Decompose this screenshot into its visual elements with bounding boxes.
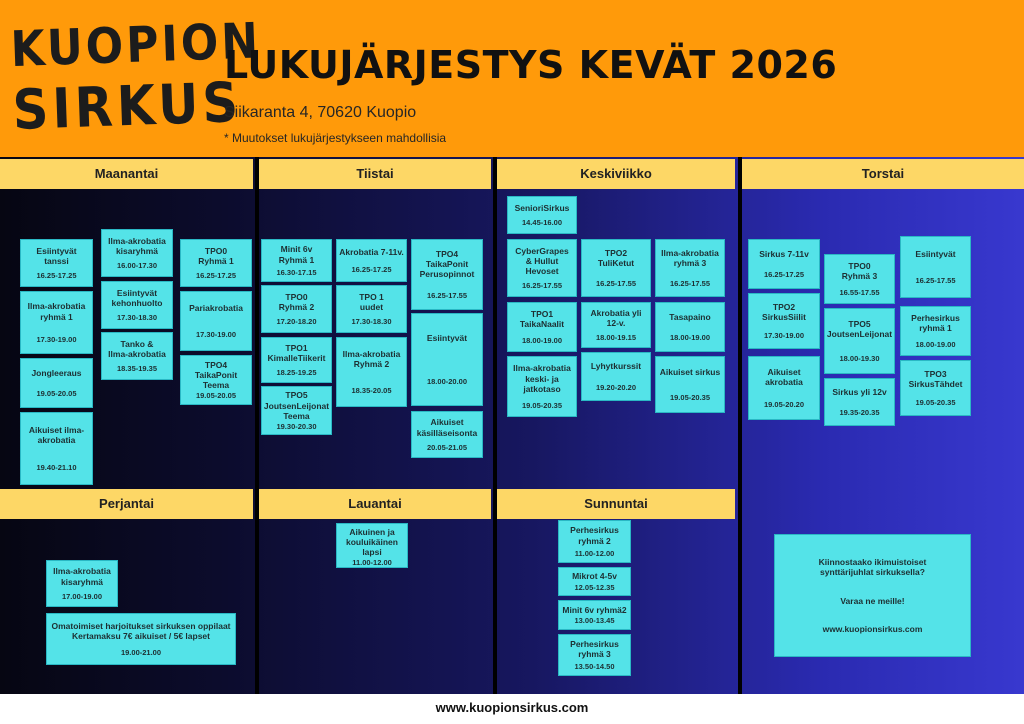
class-card [336,337,407,407]
class-time: 16.25-17.25 [36,271,77,281]
class-card [411,411,483,458]
class-card [336,523,408,568]
class-name: Minit 6v Ryhmä 1 [278,244,315,265]
class-time: 17.20-18.20 [276,317,317,327]
class-time: 18.00-19.30 [839,353,880,363]
class-name: Aikuiset ilma- akrobatia [28,424,85,446]
class-time: 19.05-20.20 [763,400,805,410]
class-card [824,308,895,374]
class-name: Esiintyvät kehonhuolto [111,287,163,308]
class-time: 16.25-17.55 [426,291,468,301]
class-card [558,567,631,596]
footer-website-link[interactable]: www.kuopionsirkus.com [435,700,589,715]
class-time: 16.55-17.55 [839,287,880,297]
class-name: Minit 6v ryhmä2 [562,604,627,615]
class-name: TPO0 Ryhmä 3 [841,261,878,282]
class-time: 16.25-17.55 [595,278,637,288]
class-name: TPO2 TuliKetut [597,248,635,269]
class-time: 11.00-12.00 [574,548,615,558]
class-card [655,239,725,297]
class-card [180,355,252,405]
class-time: 19.05-20.05 [195,391,237,401]
class-time: 16.25-17.25 [351,265,392,275]
day-header-tuesday: Tiistai [259,159,491,189]
class-card [581,239,651,297]
column-divider [738,157,742,694]
class-time: 17.30-18.30 [116,313,158,323]
class-name: Jongleeraus [31,367,82,378]
class-name: TPO5 JoutsenLeijonat Teema [263,390,330,421]
class-card [336,239,407,282]
page-title: LUKUJÄRJESTYS KEVÄT 2026 [224,43,838,87]
class-card [748,239,820,289]
class-time: 19.00-21.00 [120,648,162,658]
class-name: Akrobatia 7-11v. [339,246,404,257]
class-name: Tanko & Ilma-akrobatia [108,338,166,359]
class-time: 17.30-19.00 [36,334,77,344]
class-card [507,356,577,417]
column-divider [255,157,259,694]
class-card [581,302,651,348]
class-time: 19.35-20.35 [839,407,880,417]
class-name: Sirkus yli 12v [832,387,887,398]
class-card [581,352,651,401]
class-card [824,254,895,304]
class-time: 16.25-17.55 [521,281,563,291]
class-card [180,291,252,351]
class-card [900,360,971,416]
class-time: 19.05-20.35 [669,392,711,402]
class-name: Perhesirkus ryhmä 2 [570,525,619,546]
class-card [46,560,118,607]
class-name: Ilma-akrobatia ryhmä 1 [27,301,86,322]
class-name: TPO 1 uudet [359,291,384,312]
class-card [336,285,407,333]
day-header-monday: Maanantai [0,159,253,189]
info-call-to-action: Varaa ne meille! [840,595,905,606]
class-name: TPO1 KimalleTiikerit [267,343,326,364]
class-card [507,302,577,352]
class-name: TPO4 TaikaPonit Perusopinnot [419,248,475,280]
class-name: Esiintyvät [915,248,956,259]
class-time: 16.25-17.55 [915,276,956,286]
class-time: 12.05-12.35 [574,582,615,592]
class-time: 18.00-19.00 [669,333,711,343]
class-card [507,196,577,234]
class-card [20,358,93,408]
class-card [20,412,93,485]
day-header-wednesday: Keskiviikko [497,159,735,189]
info-question: Kiinnostaako ikimuistoiset synttärijuhlat sirkuksella? [818,556,927,577]
class-time: 18.00-19.00 [521,335,563,345]
class-time: 13.00-13.45 [574,616,615,626]
class-card [46,613,236,665]
class-name: Ilma-akrobatia keski- ja jatkotaso [513,363,571,394]
class-name: Esiintyvät tanssi [36,245,77,266]
class-time: 18.00-19.00 [915,339,956,349]
class-name: Ilma-akrobatia ryhmä 3 [661,248,719,269]
class-card [411,239,483,310]
class-time: 17.30-19.00 [195,329,237,339]
class-card [101,332,173,380]
class-time: 18.35-19.35 [116,364,158,374]
class-card [261,239,332,282]
class-time: 18.25-19.25 [276,367,317,377]
address: Siikaranta 4, 70620 Kuopio [224,104,417,121]
day-header-thursday: Torstai [742,159,1024,189]
class-name: Omatoimiset harjoitukset sirkuksen oppilaat Kertamaksu 7€ aikuiset / 5€ lapset [51,620,231,641]
class-time: 19.20-20.20 [595,382,637,392]
day-header-sunday: Sunnuntai [497,489,735,519]
class-card [20,239,93,287]
class-name: Aikuiset akrobatia [765,366,803,387]
class-name: Perhesirkus ryhmä 3 [570,639,619,660]
class-time: 11.00-12.00 [352,557,392,567]
class-card [558,634,631,676]
day-header-friday: Perjantai [0,489,253,519]
class-name: TPO0 Ryhmä 1 [198,245,234,266]
class-card [261,285,332,333]
class-name: TPO2 SirkusSiilit [762,301,806,322]
class-name: Sirkus 7-11v [759,248,809,259]
kuopion-sirkus-logo [9,12,263,155]
class-name: TPO1 TaikaNaalit [519,309,565,330]
class-time: 18.00-20.00 [426,376,468,386]
class-name: Esiintyvät [426,333,468,344]
schedule-note: * Muutokset lukujärjestykseen mahdollisia [224,131,447,145]
class-name: Mikrot 4-5v [572,571,617,582]
class-card [655,302,725,352]
class-time: 17.00-19.00 [61,591,103,601]
logo-line-1: KUOPION [9,12,263,79]
class-time: 19.05-20.35 [521,400,563,410]
class-time: 14.45-16.00 [521,218,563,228]
class-card [558,520,631,563]
class-time: 17.30-18.30 [351,317,392,327]
class-time: 16.00-17.30 [116,261,158,271]
class-card [101,281,173,329]
class-name: Aikuinen ja kouluikäinen lapsi [346,527,398,558]
class-name: SenioriSirkus [514,202,570,213]
class-time: 18.00-19.15 [595,332,637,342]
class-card [507,239,577,297]
class-name: Akrobatia yli 12-v. [590,308,642,329]
class-card [655,356,725,413]
class-name: Perhesirkus ryhmä 1 [911,313,960,334]
class-card [411,313,483,406]
class-time: 13.50-14.50 [574,661,615,671]
logo-line-2: SIRKUS [11,70,244,143]
class-time: 19.05-20.05 [36,389,77,399]
class-card [824,378,895,426]
class-card [900,236,971,298]
class-name: TPO4 TaikaPonit Teema [194,359,238,390]
class-name: TPO0 Ryhmä 2 [278,291,315,312]
class-time: 16.25-17.25 [763,270,805,280]
class-time: 19.40-21.10 [36,463,77,473]
class-name: TPO3 SirkusTähdet [908,368,963,389]
class-card [20,291,93,354]
class-card [101,229,173,277]
info-website-link[interactable]: www.kuopionsirkus.com [822,624,923,635]
class-card [261,337,332,383]
class-name: TPO5 JoutsenLeijonat [826,319,893,340]
class-time: 16.30-17.15 [276,267,317,277]
class-time: 16.25-17.55 [669,278,711,288]
class-time: 17.30-19.00 [763,331,805,341]
class-card [558,600,631,630]
class-name: Lyhytkurssit [590,361,642,372]
class-name: Tasapaino [669,311,711,322]
class-time: 20.05-21.05 [426,442,468,452]
class-card [748,356,820,420]
class-name: Ilma-akrobatia Ryhmä 2 [342,349,401,370]
class-time: 19.30-20.30 [276,421,317,431]
column-divider [493,157,497,694]
class-name: Aikuiset sirkus [659,367,721,378]
class-name: Pariakrobatia [189,303,243,314]
class-time: 18.35-20.05 [351,385,392,395]
class-card [261,386,332,435]
class-time: 16.25-17.25 [195,271,237,281]
birthday-party-info-box [774,534,971,657]
class-time: 19.05-20.35 [915,398,956,408]
class-name: CyberGrapes & Hullut Hevoset [515,245,569,276]
class-card [748,293,820,349]
class-card [900,306,971,356]
class-name: Aikuiset käsilläseisonta [416,417,478,438]
class-name: Ilma-akrobatia kisaryhmä [108,235,166,256]
class-card [180,239,252,287]
day-header-saturday: Lauantai [259,489,491,519]
class-name: Ilma-akrobatia kisaryhmä [53,566,111,587]
